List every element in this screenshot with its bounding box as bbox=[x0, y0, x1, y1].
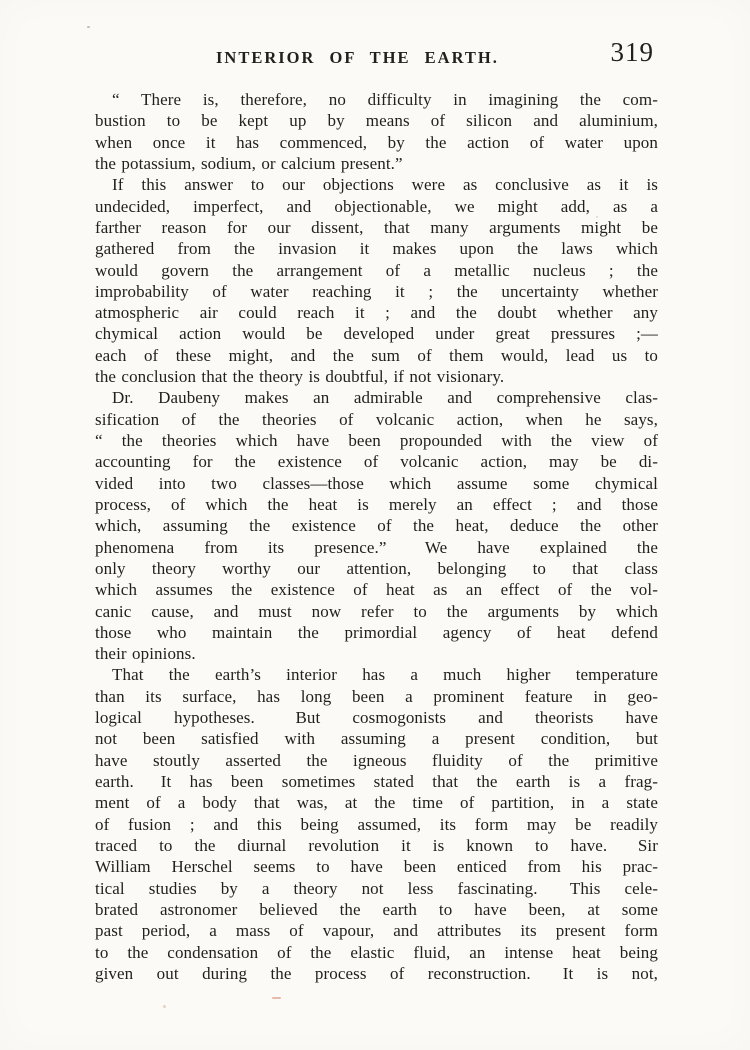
text-line: atmospheric air could reach it ; and the doubt whether any bbox=[95, 303, 658, 323]
text-line: vided into two classes—those which assume some chymical bbox=[95, 473, 658, 493]
text-line: tical studies by a theory not less fascinating. This cele- bbox=[95, 878, 658, 898]
text-line: William Herschel seems to have been enticed from his prac- bbox=[95, 857, 658, 877]
text-line: past period, a mass of vapour, and attributes its present form bbox=[95, 921, 658, 941]
text-line: That the earth’s interior has a much higher temperature bbox=[112, 665, 658, 685]
text-line: only theory worthy our attention, belonging to that class bbox=[95, 558, 658, 578]
text-line: accounting for the existence of volcanic action, may be di- bbox=[95, 452, 658, 472]
text-line: If this answer to our objections were as conclusive as it is bbox=[112, 175, 658, 195]
text-line: “ There is, therefore, no difficulty in imagining the com- bbox=[112, 90, 658, 109]
text-line: phenomena from its presence.” We have explained the bbox=[95, 537, 658, 557]
text-line: sification of the theories of volcanic action, when he says, bbox=[95, 409, 658, 429]
text-line: of fusion ; and this being assumed, its form may be readily bbox=[95, 814, 658, 834]
text-line: traced to the diurnal revolution it is known to have. Sir bbox=[95, 835, 658, 855]
text-line: farther reason for our dissent, that many arguments might be bbox=[95, 217, 658, 237]
text-line: the conclusion that the theory is doubtful, if not visionary. bbox=[95, 367, 505, 387]
text-line: which assumes the existence of heat as an effect of the vol- bbox=[95, 580, 658, 600]
text-line: “ the theories which have been propounded with the view of bbox=[95, 431, 658, 450]
text-line: given out during the process of reconstruction. It is not, bbox=[95, 963, 658, 983]
text-line: process, of which the heat is merely an effect ; and those bbox=[95, 494, 658, 514]
page-number: 319 bbox=[610, 37, 654, 67]
text-line: ment of a body that was, at the time of partition, in a state bbox=[95, 793, 658, 813]
text-line: chymical action would be developed under great pressures ;— bbox=[95, 324, 658, 344]
page-body bbox=[95, 89, 658, 984]
scan-speck bbox=[163, 1005, 166, 1008]
text-line: canic cause, and must now refer to the arguments by which bbox=[95, 601, 658, 621]
scan-speck bbox=[272, 997, 281, 999]
text-line: gathered from the invasion it makes upon the laws which bbox=[95, 239, 658, 259]
text-line: improbability of water reaching it ; the uncertainty whether bbox=[95, 281, 658, 301]
text-line: undecided, imperfect, and objectionable, we might add, as a bbox=[95, 196, 658, 216]
text-line: Dr. Daubeny makes an admirable and comprehensive clas- bbox=[112, 388, 658, 408]
text-line: their opinions. bbox=[95, 644, 196, 664]
text-line: the potassium, sodium, or calcium present.” bbox=[95, 153, 403, 173]
text-line: have stoutly asserted the igneous fluidity of the primitive bbox=[95, 750, 658, 770]
text-line: when once it has commenced, by the action of water upon bbox=[95, 132, 658, 152]
text-line: bustion to be kept up by means of silicon and aluminium, bbox=[95, 111, 658, 131]
text-line: than its surface, has long been a prominent feature in geo- bbox=[95, 686, 658, 706]
text-line: brated astronomer believed the earth to have been, at some bbox=[95, 899, 658, 919]
scan-speck bbox=[596, 216, 598, 218]
text-line: each of these might, and the sum of them would, lead us to bbox=[95, 345, 658, 365]
scan-speck bbox=[87, 26, 90, 28]
text-line: which, assuming the existence of the heat, deduce the other bbox=[95, 516, 658, 536]
text-line: logical hypotheses. But cosmogonists and theorists have bbox=[95, 708, 658, 728]
text-line: would govern the arrangement of a metallic nucleus ; the bbox=[95, 260, 658, 280]
text-line: those who maintain the primordial agency of heat defend bbox=[95, 622, 658, 642]
text-line: not been satisfied with assuming a present condition, but bbox=[95, 729, 658, 749]
text-line: to the condensation of the elastic fluid, an intense heat being bbox=[95, 942, 658, 962]
text-line: earth. It has been sometimes stated that the earth is a frag- bbox=[95, 772, 658, 791]
running-header: INTERIOR OF THE EARTH. bbox=[216, 48, 499, 67]
